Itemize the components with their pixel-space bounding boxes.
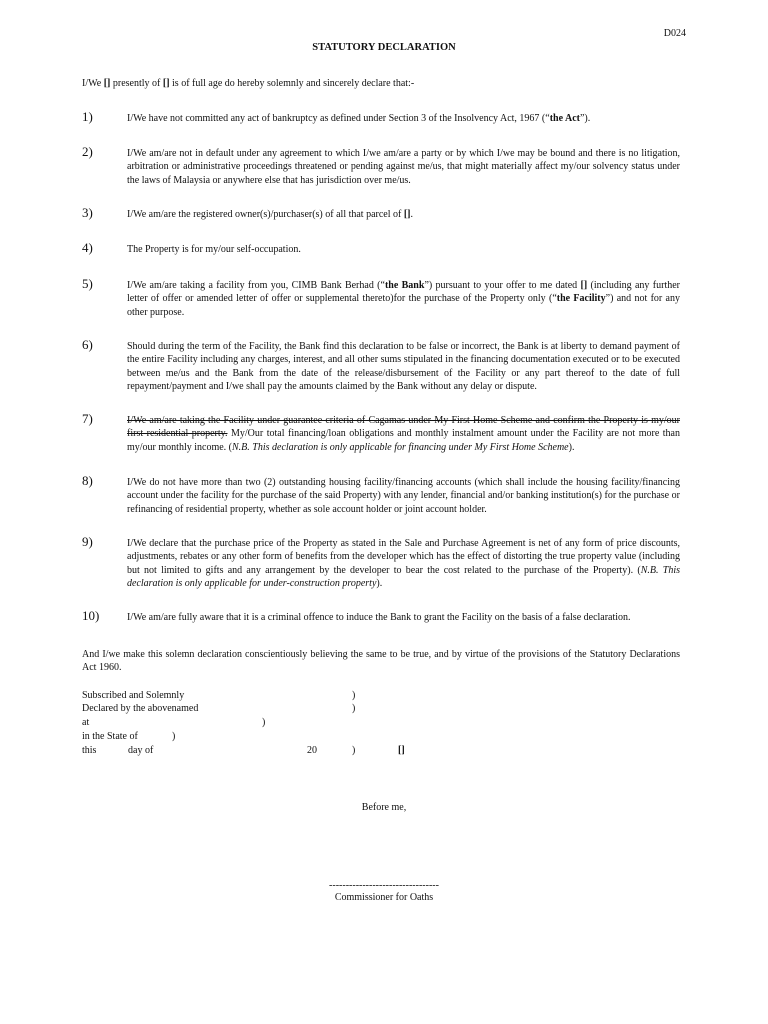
item-text-part: ). <box>376 578 383 590</box>
declaration-item-2 <box>82 144 686 187</box>
item-number: 10) <box>82 608 100 623</box>
declaration-item-4 <box>82 240 686 256</box>
item-number: 7) <box>82 411 93 426</box>
item-text-part: I/We have not committed any act of bankruptcy as defined under Section 3 of the Insolvency Act, 1967 (“ <box>127 113 550 124</box>
before-me-text: Before me, <box>361 802 407 813</box>
item-text-part: I/We declare that the purchase price of the Property as stated in the Sale and Purchase Agreement is net of any form of price discounts, adjustments, rebates or any other form of benefits from the developer which has the effect of distorting the true property value (including but not limited to gifts and any arrangement by the developer to bear the cost related to the purchase of the Property). ( <box>127 538 680 576</box>
item-text-part: My/Our total financing/loan obligations and monthly instalment amount under the Facility are not more than my/our monthly income. ( <box>127 428 680 453</box>
intro-placeholder-address: [] <box>162 78 170 89</box>
sig-placeholder: [] <box>398 745 405 756</box>
item-bold-term: the Bank <box>384 280 425 291</box>
item-text <box>127 112 680 125</box>
sig-paren: ) <box>352 690 356 701</box>
declaration-item-7 <box>82 411 686 454</box>
intro-text-d: is of full age do hereby solemnly and sincerely declare that:- <box>169 78 415 89</box>
document-code: D024 <box>663 28 686 39</box>
item-number: 1) <box>82 109 93 124</box>
sig-at-label: at <box>82 717 90 728</box>
item-text-part: I/We am/are not in default under any agreement to which I/we am/are a party or by which I/we may be bound and there is no litigation, arbitration or administrative proceedings threatened or pending against me/us, that might materially affect my/our solvency status under the laws of Malaysia or anywhere else that has jurisdiction over me/us. <box>127 148 680 186</box>
item-bold-term: the Facility <box>556 293 606 305</box>
document-title: STATUTORY DECLARATION <box>312 42 456 53</box>
item-text <box>127 279 680 319</box>
declaration-item-8 <box>82 473 686 516</box>
sig-paren: ) <box>352 703 356 714</box>
sig-paren: ) <box>352 745 356 756</box>
item-placeholder: [] <box>580 280 588 291</box>
declaration-item-10 <box>82 608 686 624</box>
item-number: 2) <box>82 144 93 159</box>
intro-placeholder-name: [] <box>103 78 111 89</box>
intro-text-a: I/We <box>82 78 104 89</box>
item-text-part: I/We am/are fully aware that it is a criminal offence to induce the Bank to grant the Facility on the basis of a false declaration. <box>127 612 631 623</box>
sig-subscribed-label: Subscribed and Solemnly <box>82 690 185 701</box>
intro-paragraph <box>82 78 414 89</box>
commissioner-label: Commissioner for Oaths <box>334 892 434 903</box>
item-text-part: ). <box>568 441 575 453</box>
item-text-part: ”) pursuant to your offer to me dated <box>424 280 581 291</box>
item-text <box>127 340 680 394</box>
closing-paragraph: And I/we make this solemn declaration conscientiously believing the same to be true, and by virtue of the provisions of the Statutory Declarations Act 1960. <box>82 649 680 674</box>
item-bold-term: the Act <box>549 113 580 124</box>
declaration-item-9 <box>82 534 686 591</box>
item-text <box>127 611 680 624</box>
declaration-item-3 <box>82 205 686 221</box>
item-italic-note: N.B. This declaration is only applicable for under-construction property <box>127 564 680 590</box>
item-text-part: ”). <box>579 113 591 124</box>
sig-day-of-label: day of <box>128 745 154 756</box>
declaration-item-5 <box>82 276 686 319</box>
item-text-part: I/We do not have more than two (2) outstanding housing facility/financing accounts (which shall include the housing facility/financing account under the facility for the purchase of the said Property) with any lender, financial and/or banking institution(s) for the purchase or refinancing of residential property, whether as sole account holder or joint account holder. <box>127 477 680 515</box>
item-number: 4) <box>82 240 93 255</box>
signature-dash-line: --------------------------------- <box>329 880 439 891</box>
item-text-part: (including any further letter of offer or amended letter of offer or supplemental thereto)for the purchase of the Property only (“ <box>127 280 680 305</box>
sig-this-label: this <box>82 745 97 756</box>
declaration-item-6 <box>82 337 686 394</box>
item-number: 5) <box>82 276 93 291</box>
item-text-part: ”) and not for any other purpose. <box>127 293 680 318</box>
item-number: 9) <box>82 534 93 549</box>
item-text <box>127 537 680 591</box>
item-text <box>127 476 680 516</box>
item-text <box>127 243 680 256</box>
item-number: 8) <box>82 473 93 488</box>
item-text-part: The Property is for my/our self-occupation. <box>127 244 301 255</box>
item-number: 6) <box>82 337 93 352</box>
item-text-part: I/We am/are the registered owner(s)/purchaser(s) of all that parcel of <box>127 209 404 220</box>
declaration-item-1 <box>82 109 686 125</box>
item-italic-note: N.B. This declaration is only applicable for financing under My First Home Scheme <box>232 441 569 453</box>
item-text <box>127 147 680 187</box>
sig-year-label: 20 <box>307 745 317 756</box>
item-struck-text: I/We am/are taking the Facility under guarantee criteria of Cagamas under My First Home Scheme and confirm the Property is my/our first residential property. <box>127 415 680 440</box>
sig-paren: ) <box>172 731 176 742</box>
intro-text-c: presently of <box>110 78 163 89</box>
item-number: 3) <box>82 205 93 220</box>
item-text-part: . <box>410 209 414 220</box>
sig-declared-label: Declared by the abovenamed <box>82 703 199 714</box>
sig-state-label: in the State of <box>82 731 138 742</box>
item-text <box>127 414 680 454</box>
item-text-part: Should during the term of the Facility, the Bank find this declaration to be false or incorrect, the Bank is at liberty to demand payment of the entire Facility including any charges, interest, and all other sums stipulated in the financing documentation executed or to be executed between me/us and the Bank from the date of the release/disbursement of the Facility or any part thereof to the date of full repayment/payment and I/we shall pay the amounts claimed by the Bank without any delay or dispute. <box>127 341 680 393</box>
item-text-part: I/We am/are taking a facility from you, CIMB Bank Berhad (“ <box>127 280 385 291</box>
sig-paren: ) <box>262 717 266 728</box>
item-placeholder: [] <box>403 209 411 220</box>
item-text <box>127 208 680 221</box>
